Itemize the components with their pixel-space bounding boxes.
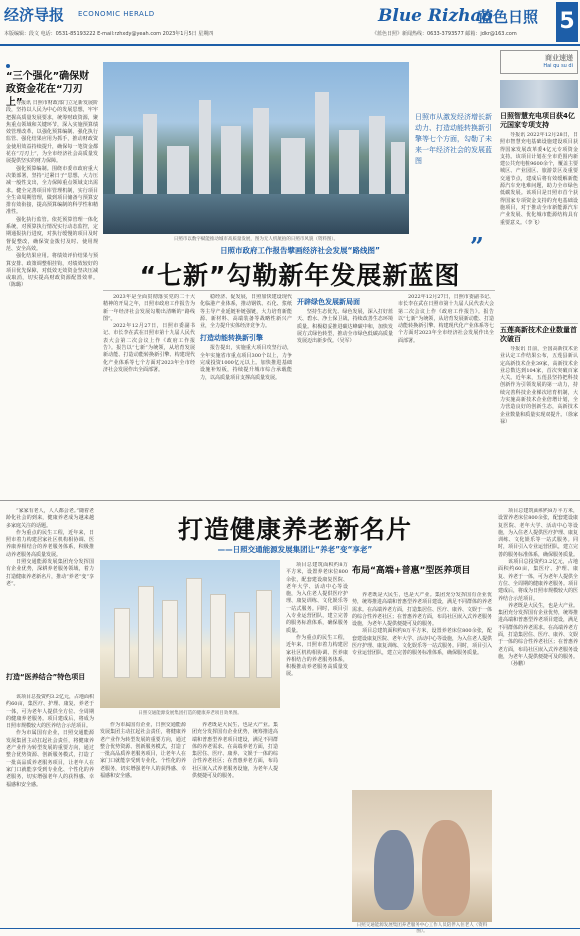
paragraph: 强化预算编制。围绕市委市政府重大决策部署，坚持“过紧日子”思想，大力压减一般性支出，全力保障重点领域支出需求。健全完善项目库管理机制，实行项目全生命周期管理，做到项目储备与预算安排有效衔接，提高预算编制的科学性和精准性。 (6, 165, 98, 216)
elder-center-col-1 (100, 722, 186, 924)
paragraph: 2022年12月27日，日照市委副书记、市长李在武在日照市第十九届人民代表大会第二次会议上作《政府工作报告》。报告以“七新”为统领，从培育发展新动能、打造动能转换新引擎、构建现代化产业体系等七个方面对2023年全市经济社会发展作出全面部署。 (103, 323, 195, 373)
main-body-col-3 (297, 294, 393, 492)
elder-mid-subhead: 布局“高端+普惠”型医养项目 (352, 566, 471, 576)
section-title-en: ECONOMIC HERALD (78, 10, 155, 18)
rail-story-1-title: 日照智慧充电项目获4亿元国家专项支持 (500, 112, 575, 129)
rail-story-1-body (500, 132, 578, 322)
paragraph: 作为重点的民生工程，近年来，日照市着力构建居家社区机构相协调、医养康养相结合的养老服务体系，积极推动养老服务高质量发展。 (286, 634, 348, 678)
rail-header (500, 50, 578, 74)
paragraph: 养老既是大民生，也是大产业。集团充分发挥国有企业优势，统筹推进高端和普惠型养老项目建设，满足不同群体的养老需求。在高端养老方面，打造集居住、医疗、康养、文娱于一体的综合性养老社区；在普惠养老方面，布局社区嵌入式养老服务设施，为老年人提供便捷可及的服务。 (498, 602, 578, 660)
paragraph: 作为重点的民生工程，近年来，日照市着力构建居家社区机构相协调、医养康养相结合的养老服务体系，积极推动养老服务高质量发展。 (6, 529, 94, 558)
paragraph: 养老既是大民生，也是大产业。集团充分发挥国有企业优势，统筹推进高端和普惠型养老项目建设，满足不同群体的养老需求。在高端养老方面，打造集居住、医疗、康养、文娱于一体的综合性养老社区；在普惠养老方面，布局社区嵌入式养老服务设施，为老年人提供便捷可及的服务。 (192, 722, 278, 780)
section-divider (0, 500, 580, 501)
paper-logo-cn: 蓝色日照 (478, 8, 539, 26)
byline: （孙鹏） (508, 661, 529, 668)
elder-project-photo (100, 560, 280, 708)
rail-divider (500, 323, 578, 324)
left-story-title: “三个强化”确保财政资金花在“刀刃上” (6, 71, 90, 108)
paragraph: 导报讯 2022年12月28日，日照市智慧充电基础设施建设项目获得国家发展改革委4亿元专项资金支持。该项目计划在全市范围内新建公共充电桩9600余个，覆盖主要城区、产业园区、旅游景区及重要交通节点，建成后将有效缓解新能源汽车充电难问题，助力全市绿色低碳发展。该项目是日照市首个获得国家专项资金支持的充电基础设施项目，对于推动全市新能源汽车产业发展、优化城市能源结构具有重要意义。（李飞） (500, 132, 578, 226)
footer-rule (0, 928, 580, 929)
paragraph: 项目总建筑面积约8万平方米，设置养老床位800余张，配套建设康复医院、老年大学、活动中心等设施，为入住老人提供医疗护理、康复训练、文化娱乐等一站式服务。同时，项目引入专业运营团队，建立完善的服务标准体系，确保服务质量。 (498, 508, 578, 558)
paragraph: 日照交通能源发展集团充分发挥国有企业优势，深耕养老服务领域，着力打造健康养老新名片，推动“养老”变“享老”。 (6, 559, 94, 587)
paragraph: 该项目总投资约3.2亿元，占地面积约60亩，集医疗、护理、康复、养老于一体，可为老年人提供全方位、全周期的健康养老服务。项目建成后，将成为日照市规模较大的医养结合示范项目。 (6, 694, 94, 730)
paragraph: 强化结果应用。将绩效评价结果与预算安排、政策调整相挂钩，对绩效较好的项目优先保障，对低效无效资金坚决压减或取消，切实提高财政资源配置效率。（陈璐） (6, 253, 98, 289)
main-kicker: 日照市政府工作报告擘画经济社会发展“路线图” (220, 246, 380, 255)
main-body-col-4 (398, 294, 494, 492)
paragraph: 项目总建筑面积约8万平方米，设置养老床位800余张，配套建设康复医院、老年大学、活动中心等设施，为入住老人提供医疗护理、康复训练、文化娱乐等一站式服务。同时，项目引入专业运营团队，建立完善的服务标准体系，确保服务质量。 (352, 628, 492, 657)
top-photo-caption: 日照市以数字赋能推动城市高质量发展，图为无人机航拍的日照市风貌（资料图）。 (173, 237, 339, 242)
elder-col-3 (286, 562, 348, 924)
pull-quote: 日照市从激发经济增长新动力、打造动能转换新引擎等七个方面，勾勒了未来一年经济社会的发展蓝图 (415, 113, 492, 165)
headline-rule (103, 290, 495, 291)
paragraph: 项目总建筑面积约8万平方米，设置养老床位800余张，配套建设康复医院、老年大学、活动中心等设施，为入住老人提供医疗护理、康复训练、文化娱乐等一站式服务。同时，项目引入专业运营团队，建立完善的服务标准体系，确保服务质量。 (286, 562, 348, 634)
elder-left-body-2 (6, 694, 94, 924)
paragraph: 导报讯 日照市财政部门立足新发展阶段，坚持以人民为中心的发展思想，牢牢把握高质量发展要求，统筹财政资源，聚焦重点领域和关键环节，深入实施预算绩效管理改革，以强化预算编制、强化执行监管、强化结果应用为抓手，推动财政资金使用效益持续提升，确保每一笔资金都花在“刀刃上”，为全市经济社会高质量发展提供坚实的财力保障。 (6, 100, 98, 165)
paragraph: 稳经济、促发展，日照加快建设现代化临港产业体系，推动钢铁、石化、浆纸等主导产业延链补链强链，大力培育新能源、新材料、高端装备等战略性新兴产业，全力提升实体经济竞争力。 (200, 294, 292, 330)
paragraph: 该项目总投资约3.2亿元，占地面积约60亩，集医疗、护理、康复、养老于一体，可为老年人提供全方位、全周期的健康养老服务。项目建成后，将成为日照市规模较大的医养结合示范项目。 (498, 559, 578, 602)
elder-center-col-2 (192, 722, 278, 924)
elder-care-photo (352, 790, 492, 922)
page-number: 5 (556, 2, 578, 42)
quote-mark-icon: ” (470, 232, 484, 261)
elder-mid-body (352, 592, 492, 784)
rail-header-en: Hai qu su di (543, 63, 573, 69)
elder-left-body (6, 508, 94, 668)
elder-headline: 打造健康养老新名片 (177, 515, 412, 544)
elder-photo-caption: 日照交通能源发展集团打造的健康养老项目效果图。 (138, 711, 242, 716)
subhead-momentum: 打造动能转换新引擎 (200, 334, 263, 343)
left-story-body (6, 100, 98, 492)
paragraph: 报告提出，实施重大项目攻坚行动，全年实施省市重点项目300个以上，力争完成投资1000亿元以上。加快推进基础设施补短板，持续提升城市综合承载能力，以高质量项目支撑高质量发展。 (200, 345, 292, 381)
elder-right-col (498, 508, 578, 922)
paragraph: 坚持生态优先、绿色发展，深入打好蓝天、碧水、净土保卫战，持续改善生态环境质量。积极稳妥推进碳达峰碳中和，加快发展方式绿色转型，推动全市绿色低碳高质量发展迈出新步伐。（吴军） (297, 309, 393, 345)
paragraph: 作为市属国有企业，日照交通能源发展集团主动扛起社会责任，将健康养老产业作为转型发展的重要方向，通过整合优势资源、创新服务模式，打造了一批高品质养老服务项目，让老年人在家门口就能享受到专业化、个性化的养老服务，切实增强老年人的获得感、幸福感和安全感。 (6, 730, 94, 788)
paragraph: 强化执行监管。依托预算管理一体化系统，对预算执行情况实行动态监控，定期通报执行进度，对执行缓慢的项目及时督促整改，确保资金拨付及时、使用规范、安全高效。 (6, 216, 98, 252)
elder-bottom-caption: 日照交通能源发展集团养老服务中心工作人员陪伴入住老人（资料图）。 (356, 923, 488, 934)
main-headline: “七新”勾勒新年发展新蓝图 (139, 261, 461, 290)
paragraph: 2022年12月27日，日照市委副书记、市长李在武在日照市第十九届人民代表大会第二次会议上作《政府工作报告》。报告以“七新”为统领，从培育发展新动能、打造动能转换新引擎、构建现代化产业体系等七个方面对2023年全市经济社会发展作出全面部署。 (398, 294, 494, 344)
masthead (0, 0, 580, 44)
paragraph: 导报讯 日前，全国高新技术企业认定工作结果公布，五莲县新认定高新技术企业39家，高新技术企业总数达到104家，首次突破百家大关。近年来，五莲县坚持把科技创新作为引领发展的第一动力，持续完善科技企业梯次培育机制，大力实施高新技术企业倍增计划，全力营造良好的创新生态，高新技术企业数量和质量实现双提升。（徐家禄） (500, 346, 578, 425)
elder-kicker: ——日照交通能源发展集团让“养老”变“享老” (217, 545, 373, 554)
bullet-icon (6, 64, 10, 68)
rail-banner-image (500, 80, 578, 108)
masthead-rule (0, 44, 580, 46)
rail-story-2-body (500, 346, 578, 492)
city-aerial-photo (103, 62, 409, 234)
section-title: 经济导报 (4, 6, 65, 24)
paragraph: 作为市属国有企业，日照交通能源发展集团主动扛起社会责任，将健康养老产业作为转型发展的重要方向，通过整合优势资源、创新服务模式，打造了一批高品质养老服务项目，让老年人在家门口就能享受到专业化、个性化的养老服务，切实增强老年人的获得感、幸福感和安全感。 (100, 722, 186, 780)
paragraph: 2023年是全面贯彻落实党的二十大精神的开局之年，日照市政府工作报告为新一年经济社会发展勾勒出清晰的“路线图”。 (103, 294, 195, 322)
rail-story-2-title: 五莲高新技术企业数量首次破百 (500, 326, 577, 343)
editor-info: 本版编辑：段文 电话：0531-85193222 E-mail:rzhxdy@yeah.com 2023年1月5日 星期四 (4, 31, 214, 37)
paper-logo-en: Blue Rizhao (378, 6, 493, 26)
main-body-col-2 (200, 294, 292, 492)
subhead-green: 开辟绿色发展新局面 (297, 298, 360, 306)
rail-header-title: 商业速递 (545, 54, 573, 62)
paragraph: 养老既是大民生，也是大产业。集团充分发挥国有企业优势，统筹推进高端和普惠型养老项目建设，满足不同群体的养老需求。在高端养老方面，打造集居住、医疗、康养、文娱于一体的综合性养老社区；在普惠养老方面，布局社区嵌入式养老服务设施，为老年人提供便捷可及的服务。 (352, 592, 492, 628)
paragraph: “家家有老人，人人都会老。”随着老龄化社会的到来，健康养老成为越来越多家庭关注的话题。 (6, 508, 94, 529)
elder-left-subhead: 打造“医养结合”特色项目 (6, 673, 86, 681)
main-body-col-1 (103, 294, 195, 492)
hotline-info: 《蓝色日照》新闻热线：0633-3793577 邮箱：jdkr@163.com (372, 31, 517, 37)
